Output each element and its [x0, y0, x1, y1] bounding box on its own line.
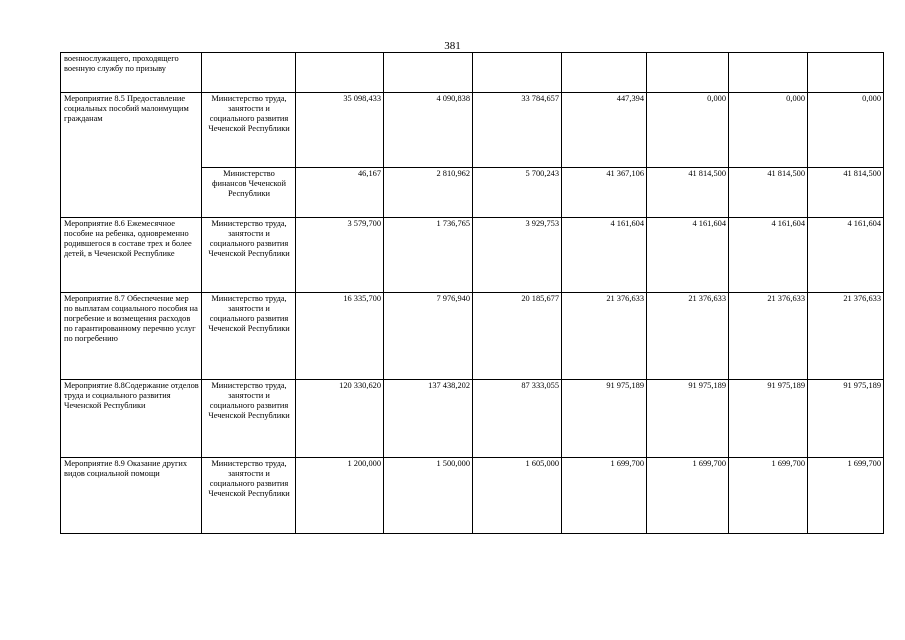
- value-cell: [473, 53, 562, 93]
- executor-cell: [202, 53, 296, 93]
- executor-cell: Министерство труда, занятости и социального развития Чеченской Республики: [202, 380, 296, 458]
- table-row: [61, 458, 884, 534]
- value-cell: 33 784,657: [473, 93, 562, 168]
- executor-cell: Министерство труда, занятости и социального развития Чеченской Республики: [202, 458, 296, 534]
- value-cell: 5 700,243: [473, 168, 562, 218]
- value-cell: 1 736,765: [384, 218, 473, 293]
- value-cell: 21 376,633: [562, 293, 647, 380]
- table-row: [61, 93, 884, 168]
- value-cell: 1 699,700: [562, 458, 647, 534]
- value-cell: 41 814,500: [647, 168, 729, 218]
- value-cell: 20 185,677: [473, 293, 562, 380]
- value-cell: 2 810,962: [384, 168, 473, 218]
- activity-cell: военнослужащего, проходящего военную службу по призыву: [61, 53, 202, 93]
- value-cell: 91 975,189: [729, 380, 808, 458]
- page-number: 381: [444, 40, 461, 52]
- value-cell: 41 367,106: [562, 168, 647, 218]
- value-cell: 4 161,604: [808, 218, 884, 293]
- value-cell: 46,167: [296, 168, 384, 218]
- value-cell: 0,000: [647, 93, 729, 168]
- value-cell: 4 161,604: [729, 218, 808, 293]
- executor-cell: Министерство труда, занятости и социального развития Чеченской Республики: [202, 293, 296, 380]
- value-cell: [647, 53, 729, 93]
- value-cell: 7 976,940: [384, 293, 473, 380]
- activity-cell: Мероприятие 8.9 Оказание других видов социальной помощи: [61, 458, 202, 534]
- executor-cell: Министерство финансов Чеченской Республики: [202, 168, 296, 218]
- value-cell: 87 333,055: [473, 380, 562, 458]
- activity-cell: Мероприятие 8.6 Ежемесячное пособие на ребенка, одновременно родившегося в составе трех и более детей, в Чеченской Республике: [61, 218, 202, 293]
- value-cell: 4 161,604: [647, 218, 729, 293]
- value-cell: 21 376,633: [729, 293, 808, 380]
- value-cell: 3 929,753: [473, 218, 562, 293]
- value-cell: 91 975,189: [808, 380, 884, 458]
- value-cell: [384, 53, 473, 93]
- value-cell: [562, 53, 647, 93]
- value-cell: 16 335,700: [296, 293, 384, 380]
- value-cell: 41 814,500: [729, 168, 808, 218]
- executor-cell: Министерство труда, занятости и социального развития Чеченской Республики: [202, 93, 296, 168]
- value-cell: 137 438,202: [384, 380, 473, 458]
- activity-cell: Мероприятие 8.5 Предоставление социальных пособий малоимущим гражданам: [61, 93, 202, 218]
- value-cell: 1 699,700: [647, 458, 729, 534]
- value-cell: 1 699,700: [729, 458, 808, 534]
- value-cell: 1 699,700: [808, 458, 884, 534]
- value-cell: 1 605,000: [473, 458, 562, 534]
- value-cell: 4 090,838: [384, 93, 473, 168]
- activity-cell: Мероприятие 8.8Содержание отделов труда и социального развития Чеченской Республики: [61, 380, 202, 458]
- value-cell: 21 376,633: [647, 293, 729, 380]
- value-cell: 1 500,000: [384, 458, 473, 534]
- table-row: [61, 380, 884, 458]
- value-cell: 91 975,189: [562, 380, 647, 458]
- budget-table: [60, 52, 884, 534]
- value-cell: 0,000: [729, 93, 808, 168]
- value-cell: 120 330,620: [296, 380, 384, 458]
- value-cell: 21 376,633: [808, 293, 884, 380]
- table-row: [61, 293, 884, 380]
- value-cell: 0,000: [808, 93, 884, 168]
- activity-cell: Мероприятие 8.7 Обеспечение мер по выплатам социального пособия на погребение и возмещения расходов по гарантированному перечню услуг по погребению: [61, 293, 202, 380]
- value-cell: 91 975,189: [647, 380, 729, 458]
- executor-cell: Министерство труда, занятости и социального развития Чеченской Республики: [202, 218, 296, 293]
- value-cell: 447,394: [562, 93, 647, 168]
- value-cell: 3 579,700: [296, 218, 384, 293]
- value-cell: [729, 53, 808, 93]
- value-cell: 41 814,500: [808, 168, 884, 218]
- table-row: [61, 53, 884, 93]
- value-cell: [808, 53, 884, 93]
- value-cell: 1 200,000: [296, 458, 384, 534]
- value-cell: 35 098,433: [296, 93, 384, 168]
- value-cell: [296, 53, 384, 93]
- table-row: [61, 218, 884, 293]
- value-cell: 4 161,604: [562, 218, 647, 293]
